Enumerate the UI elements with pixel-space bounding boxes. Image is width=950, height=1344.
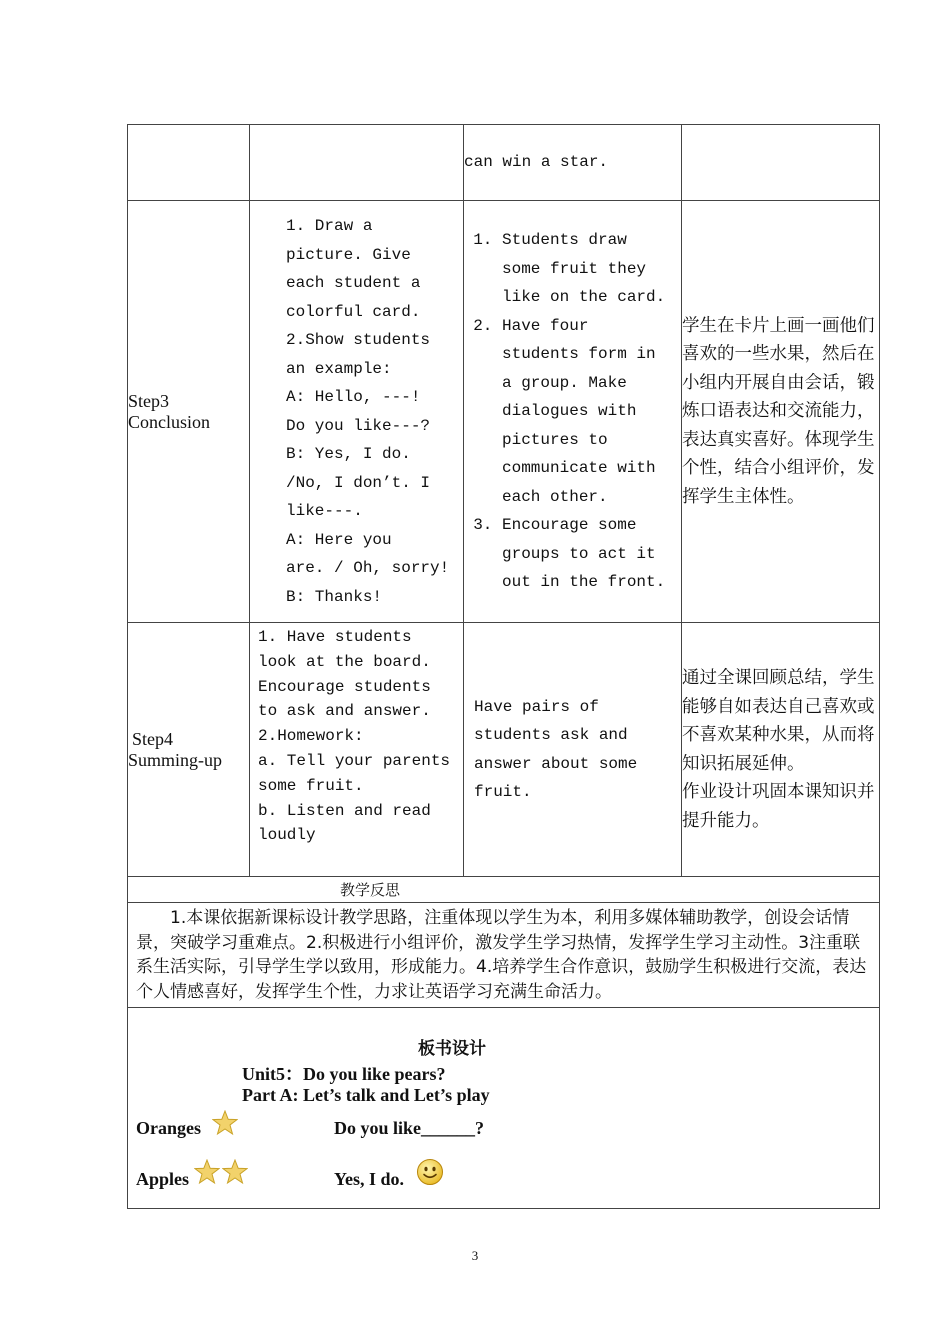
- step3-purpose-text: 学生在卡片上画一画他们喜欢的一些水果，然后在小组内开展自由会话，锻炼口语表达和交流能力，表达真实喜好。体现学生个性，结合小组评价，发挥学生主体性。: [682, 315, 875, 507]
- step4-teacher-line: b. Listen and read: [258, 801, 431, 820]
- step3-teacher-line: B: Thanks!: [286, 587, 383, 606]
- star-icon: [212, 1110, 238, 1136]
- star-icon: [194, 1159, 220, 1185]
- table-row-reflection-heading: [128, 877, 880, 903]
- reflection-text: 1.本课依据新课标设计教学思路，注重体现以学生为本，利用多媒体辅助教学，创设会话情景，突破学习重难点。2.积极进行小组评价，激发学生学习热情，发挥学生学习主动性。3注重联系生活实际，引导学生学以致用，形成能力。4.培养学生合作意识，鼓励学生积极进行交流，表达个人情感喜好，发挥学生个性，力求让英语学习充满生命活力。: [136, 908, 867, 1002]
- step3-teacher-cell: [250, 201, 464, 623]
- board-design-cell: [128, 1008, 880, 1209]
- step3-teacher-line: an example:: [286, 359, 392, 378]
- step3-teacher-line: colorful card.: [286, 302, 421, 321]
- step4-teacher-line: a. Tell your parents: [258, 751, 451, 770]
- step4-purpose-text: 通过全课回顾总结，学生能够自如表达自己喜欢或不喜欢某种水果，从而将知识拓展延伸。: [682, 668, 875, 774]
- step3-teacher-line: 2.Show students: [286, 331, 431, 349]
- step3-teacher-line: like---.: [286, 502, 363, 520]
- step3-teacher-line: /No, I don’t. I: [286, 473, 431, 492]
- step4-teacher-line: loudly: [258, 826, 316, 845]
- board-part-title: Part A: Let’s talk and Let’s play: [242, 1085, 490, 1105]
- reflection-heading-cell: [128, 877, 880, 903]
- step4-purpose-cell: [682, 623, 880, 877]
- step4-teacher-line: 1. Have students: [258, 628, 412, 646]
- step4-teacher-line: look at the board.: [258, 652, 431, 671]
- page-number: 3: [471, 1248, 479, 1263]
- board-question: Do you like______?: [334, 1118, 485, 1138]
- step3-label-cell: [128, 201, 250, 623]
- board-heading: 板书设计: [418, 1039, 486, 1059]
- smiley-icon: [416, 1158, 444, 1186]
- board-word-oranges: Oranges: [136, 1118, 201, 1138]
- reflection-body-cell: [128, 903, 880, 1008]
- reflection-heading: 教学反思: [340, 880, 401, 899]
- lesson-plan-table: [127, 124, 880, 1209]
- step4-student-cell: [464, 623, 682, 877]
- list-item: 3. Encourage some groups to act it out in the front.: [502, 511, 673, 597]
- teacher-activity-cell: [250, 125, 464, 201]
- board-word-apples: Apples: [136, 1169, 190, 1189]
- step3-teacher-line: are. / Oh, sorry!: [286, 559, 450, 577]
- step4-teacher-line: Encourage students: [258, 677, 431, 696]
- step-cell: [128, 125, 250, 201]
- table-row-board-design: [128, 1008, 880, 1209]
- step3-purpose-cell: [682, 201, 880, 623]
- purpose-cell: [682, 125, 880, 201]
- step4-homework-purpose-text: 作业设计巩固本课知识并提升能力。: [682, 782, 875, 831]
- step3-teacher-line: 1. Draw a: [286, 217, 373, 235]
- step3-teacher-line: each student a: [286, 274, 421, 292]
- table-row-continuation: [128, 125, 880, 201]
- list-item: 1. Students draw some fruit they like on the card.: [502, 226, 673, 312]
- step3-teacher-line: Do you like---?: [286, 416, 431, 435]
- step4-student-text: Have pairs of students ask and answer about some fruit.: [474, 697, 638, 801]
- step4-teacher-line: 2.Homework:: [258, 727, 364, 746]
- board-design: [128, 1008, 879, 1208]
- step3-teacher-line: A: Here you: [286, 530, 392, 549]
- step3-label-title: Conclusion: [128, 411, 211, 432]
- student-activity-cell: [464, 125, 682, 201]
- table-row-reflection-body: [128, 903, 880, 1008]
- step3-teacher-line: B: Yes, I do.: [286, 445, 411, 463]
- step4-teacher-line: to ask and answer.: [258, 702, 431, 721]
- step3-teacher-line: A: Hello, ---!: [286, 388, 421, 406]
- student-activity-text: can win a star.: [464, 153, 609, 172]
- step3-label: Step3: [128, 390, 170, 411]
- step3-student-cell: [464, 201, 682, 623]
- step4-teacher-cell: [250, 623, 464, 877]
- step4-label: Step4: [132, 728, 174, 749]
- table-row-step4: [128, 623, 880, 877]
- board-unit-title: Unit5：Do you like pears?: [242, 1064, 446, 1084]
- step4-label-cell: [128, 623, 250, 877]
- step4-label-title: Summing-up: [128, 749, 223, 770]
- star-icon: [222, 1159, 248, 1185]
- step3-student-list: [474, 226, 673, 597]
- board-answer: Yes, I do.: [334, 1169, 405, 1189]
- step4-teacher-line: some fruit.: [258, 776, 364, 795]
- step3-teacher-line: picture. Give: [286, 245, 411, 264]
- list-item: 2. Have four students form in a group. Make dialogues with pictures to communicate with each other.: [502, 312, 673, 512]
- table-row-step3: [128, 201, 880, 623]
